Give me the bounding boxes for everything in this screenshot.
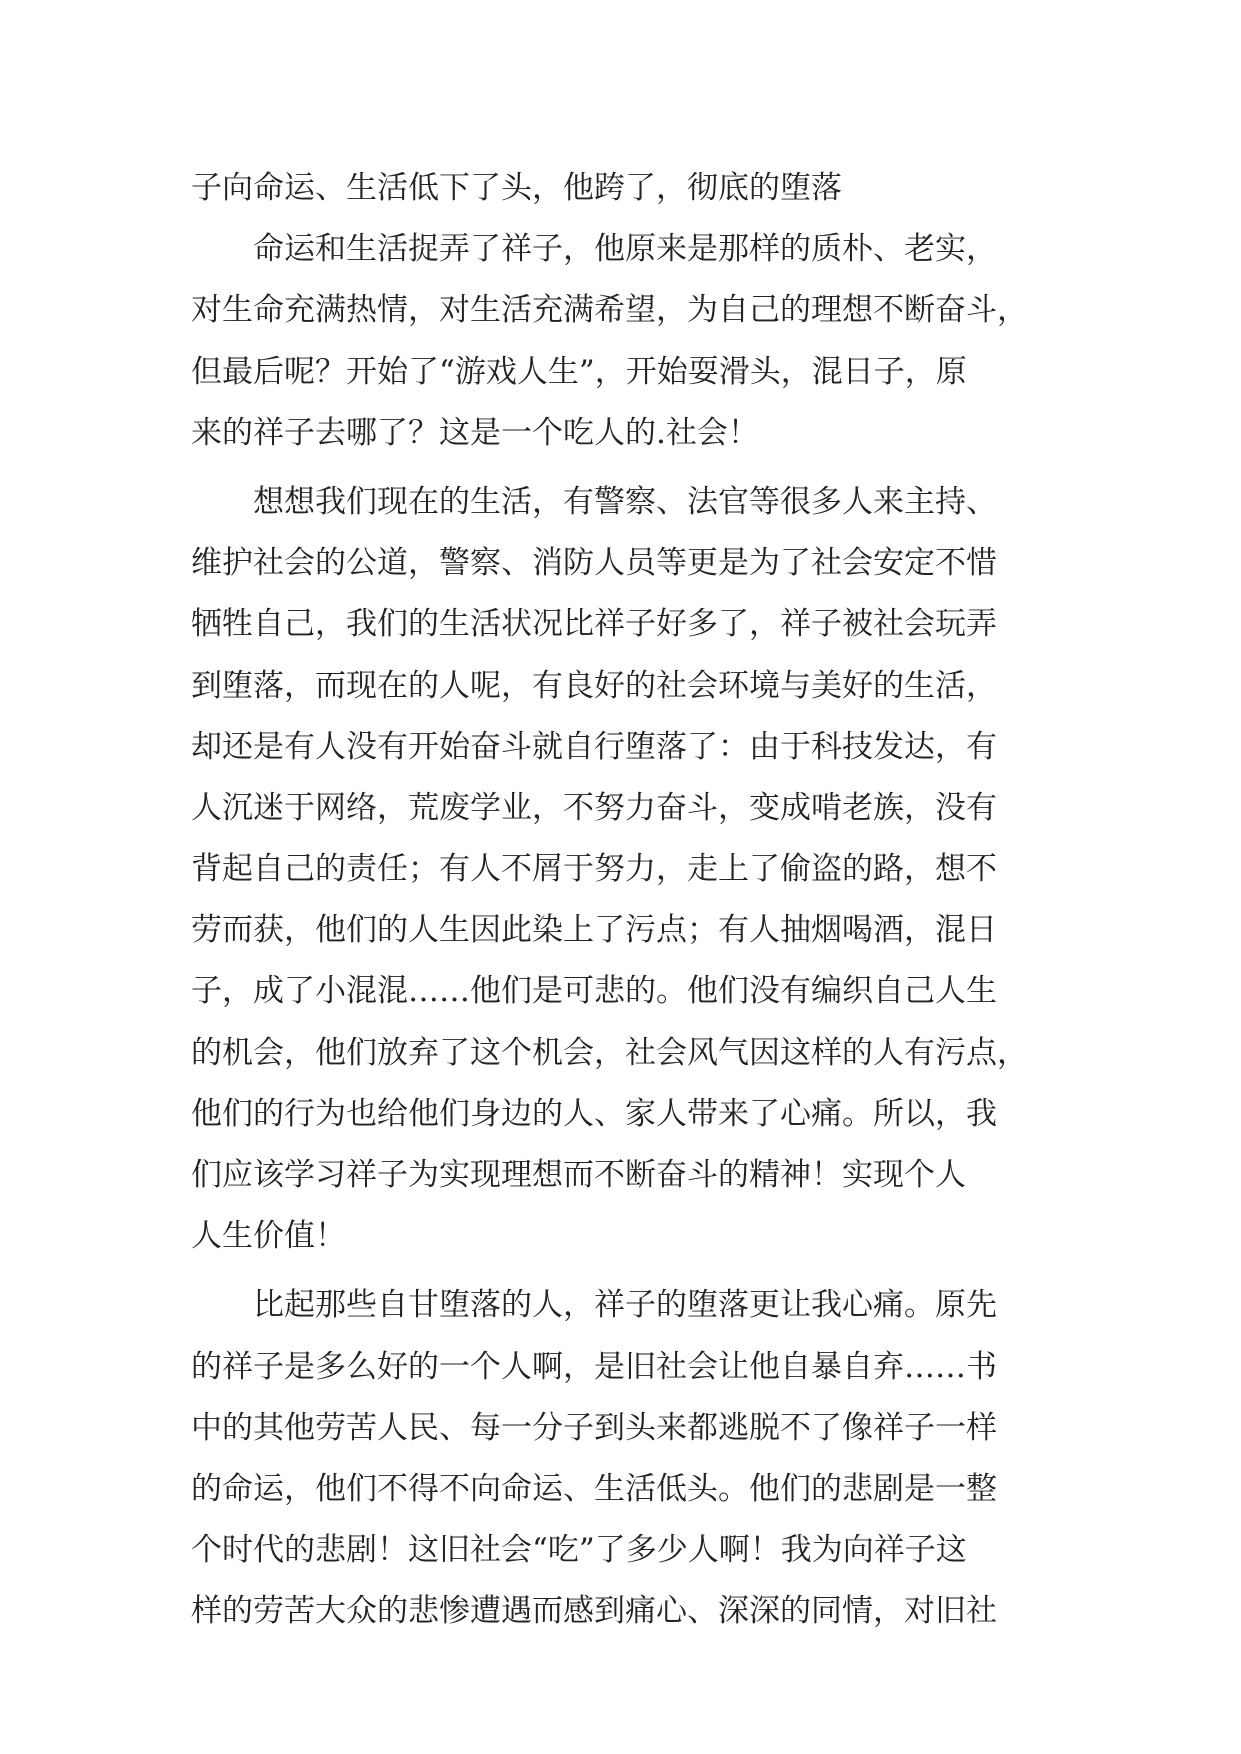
text-line: 样的劳苦大众的悲惨遭遇而感到痛心、深深的同情，对旧社 [191, 1593, 997, 1630]
text-line: 来的祥子去哪了？这是一个吃人的.社会！ [191, 414, 759, 451]
text-line: 背起自己的责任；有人不屑于努力，走上了偷盗的路，想不 [191, 851, 997, 888]
text-line: 对生命充满热情，对生活充满希望，为自己的理想不断奋斗， [191, 292, 1028, 329]
text-line: 到堕落，而现在的人呢，有良好的社会环境与美好的生活， [191, 667, 997, 704]
text-line: 的命运，他们不得不向命运、生活低头。他们的悲剧是一整 [191, 1470, 997, 1507]
text-line: 劳而获，他们的人生因此染上了污点；有人抽烟喝酒，混日 [191, 912, 997, 949]
paragraph-gap [191, 1267, 1051, 1275]
text-line: 人生价值！ [191, 1218, 346, 1255]
text-line: 的机会，他们放弃了这个机会，社会风气因这样的人有污点， [191, 1034, 1028, 1071]
paragraph-start-line: 想想我们现在的生活，有警察、法官等很多人来主持、 [191, 483, 997, 520]
text-line: 子，成了小混混……他们是可悲的。他们没有编织自己人生 [191, 973, 997, 1010]
text-line: 牺牲自己，我们的生活状况比祥子好多了，祥子被社会玩弄 [191, 606, 997, 643]
text-line: 但最后呢？开始了“游戏人生”，开始耍滑头，混日子，原 [191, 353, 967, 390]
text-line: 却还是有人没有开始奋斗就自行堕落了：由于科技发达，有 [191, 728, 997, 765]
text-line: 个时代的悲剧！这旧社会“吃”了多少人啊！我为向祥子这 [191, 1532, 967, 1569]
text-line: 的祥子是多么好的一个人啊，是旧社会让他自暴自弃……书 [191, 1348, 997, 1385]
document-body [191, 158, 1051, 1643]
paragraph-start-line: 比起那些自甘堕落的人，祥子的堕落更让我心痛。原先 [191, 1287, 997, 1324]
text-line: 人沉迷于网络，荒废学业，不努力奋斗，变成啃老族，没有 [191, 789, 997, 826]
text-line: 维护社会的公道，警察、消防人员等更是为了社会安定不惜 [191, 545, 997, 582]
text-line: 中的其他劳苦人民、每一分子到头来都逃脱不了像祥子一样 [191, 1409, 997, 1446]
text-line: 子向命运、生活低下了头，他跨了，彻底的堕落 [191, 170, 842, 206]
text-line: 们应该学习祥子为实现理想而不断奋斗的精神！实现个人 [191, 1157, 966, 1193]
paragraph-start-line: 命运和生活捉弄了祥子，他原来是那样的质朴、老实， [191, 231, 997, 268]
paragraph-gap [191, 464, 1051, 472]
text-line: 他们的行为也给他们身边的人、家人带来了心痛。所以，我 [191, 1095, 997, 1132]
